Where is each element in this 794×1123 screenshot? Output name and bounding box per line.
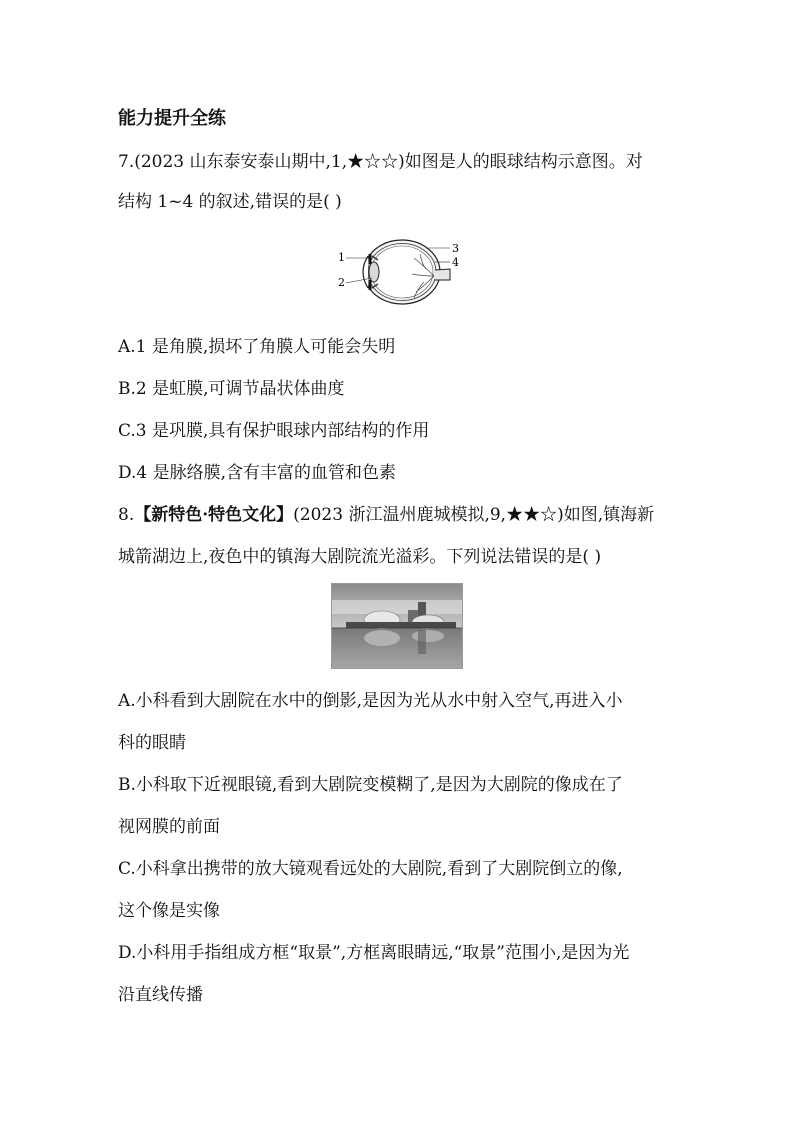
reflection-tower (418, 630, 426, 654)
eye-label-1: 1 (338, 251, 345, 264)
q7-option-b: B.2 是虹膜,可调节晶状体曲度 (118, 379, 345, 399)
shoreline (346, 622, 456, 628)
q8-number: 8. (118, 505, 135, 525)
q7-option-d: D.4 是脉络膜,含有丰富的血管和色素 (118, 463, 397, 483)
theater-photo (331, 583, 463, 669)
cornea (363, 256, 368, 288)
q8-option-c-line1: C.小科拿出携带的放大镜观看远处的大剧院,看到了大剧院倒立的像, (118, 859, 623, 879)
section-title: 能力提升全练 (118, 108, 226, 129)
q7-option-a: A.1 是角膜,损坏了角膜人可能会失明 (118, 337, 396, 357)
reflection-dome-right (412, 630, 444, 642)
q7-stem-line2: 结构 1~4 的叙述,错误的是( ) (118, 192, 342, 212)
clouds (332, 600, 463, 614)
q7-option-c: C.3 是巩膜,具有保护眼球内部结构的作用 (118, 421, 430, 441)
q8-option-c-line2: 这个像是实像 (118, 901, 220, 921)
eye-label-2: 2 (338, 276, 345, 289)
q7-stem-line1: 7.(2023 山东泰安泰山期中,1,★☆☆)如图是人的眼球结构示意图。对 (118, 152, 643, 172)
optic-nerve (435, 269, 450, 280)
q8-stem-rest: (2023 浙江温州鹿城模拟,9,★★☆)如图,镇海新 (293, 505, 655, 525)
q8-tag: 【新特色·特色文化】 (134, 505, 294, 525)
lens (369, 262, 379, 282)
retina-layer (371, 246, 433, 298)
eye-label-3: 3 (452, 242, 459, 255)
q8-option-b-line2: 视网膜的前面 (118, 817, 220, 837)
q8-stem-line1 (118, 503, 654, 527)
q8-option-d-line1: D.小科用手指组成方框“取景”,方框离眼睛远,“取景”范围小,是因为光 (118, 943, 630, 963)
q8-option-a-line2: 科的眼睛 (118, 733, 186, 753)
q8-option-d-line2: 沿直线传播 (118, 985, 203, 1005)
q8-stem-line2: 城箭湖边上,夜色中的镇海大剧院流光溢彩。下列说法错误的是( ) (118, 547, 602, 567)
q8-option-b-line1: B.小科取下近视眼镜,看到大剧院变模糊了,是因为大剧院的像成在了 (118, 775, 623, 795)
eye-structure-diagram (334, 236, 464, 308)
eye-label-4: 4 (452, 256, 459, 269)
q8-option-a-line1: A.小科看到大剧院在水中的倒影,是因为光从水中射入空气,再进入小 (118, 691, 623, 711)
reflection-dome-left (364, 630, 400, 646)
theater-photo-graphic (332, 584, 463, 669)
